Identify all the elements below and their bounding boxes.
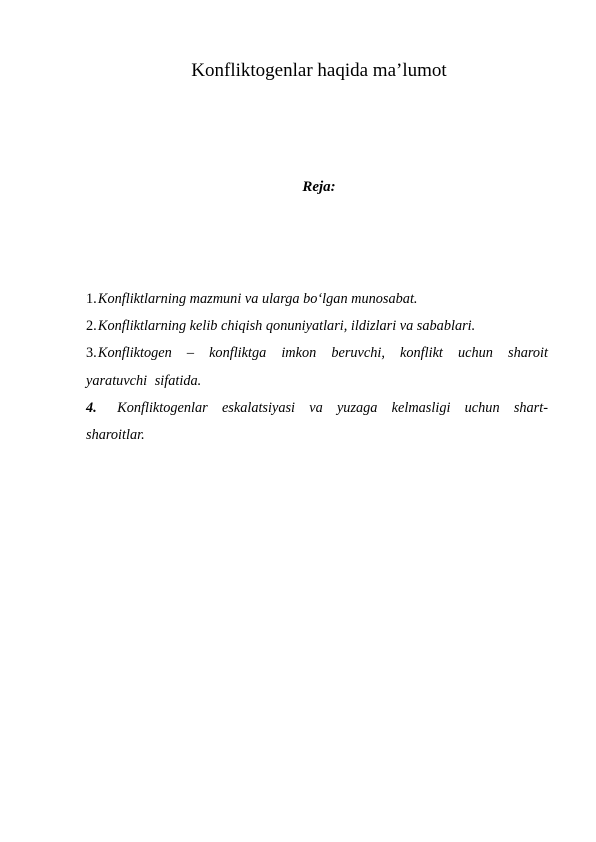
plan-item-4 — [86, 395, 548, 449]
plan-item-text: Konfliktlarning mazmuni va ularga bo‘lgan munosabat. — [97, 291, 418, 307]
plan-heading: Reja: — [302, 179, 336, 195]
plan-item-text: Konfliktogen – konfliktga imkon beruvchi, konflikt uchun sharoit yaratuvchi sifatida. — [86, 345, 548, 389]
plan-item-text: Konfliktogenlar eskalatsiyasi va yuzaga kelmasligi uchun shart-sharoitlar. — [86, 399, 548, 444]
plan-item-number: 2. — [86, 318, 98, 335]
plan-item-number: 1. — [86, 291, 98, 307]
document-title: Konfliktogenlar haqida ma’lumot — [191, 60, 447, 81]
plan-item-text: Konfliktlarning kelib chiqish qonuniyatlari, ildizlari va sabablari. — [97, 318, 476, 335]
plan-list — [86, 286, 548, 449]
plan-item-number: 3. — [86, 345, 98, 362]
plan-item-3 — [86, 340, 548, 394]
plan-item-number: 4. — [86, 399, 118, 416]
plan-item-1 — [86, 286, 548, 313]
plan-item-2 — [86, 313, 548, 340]
